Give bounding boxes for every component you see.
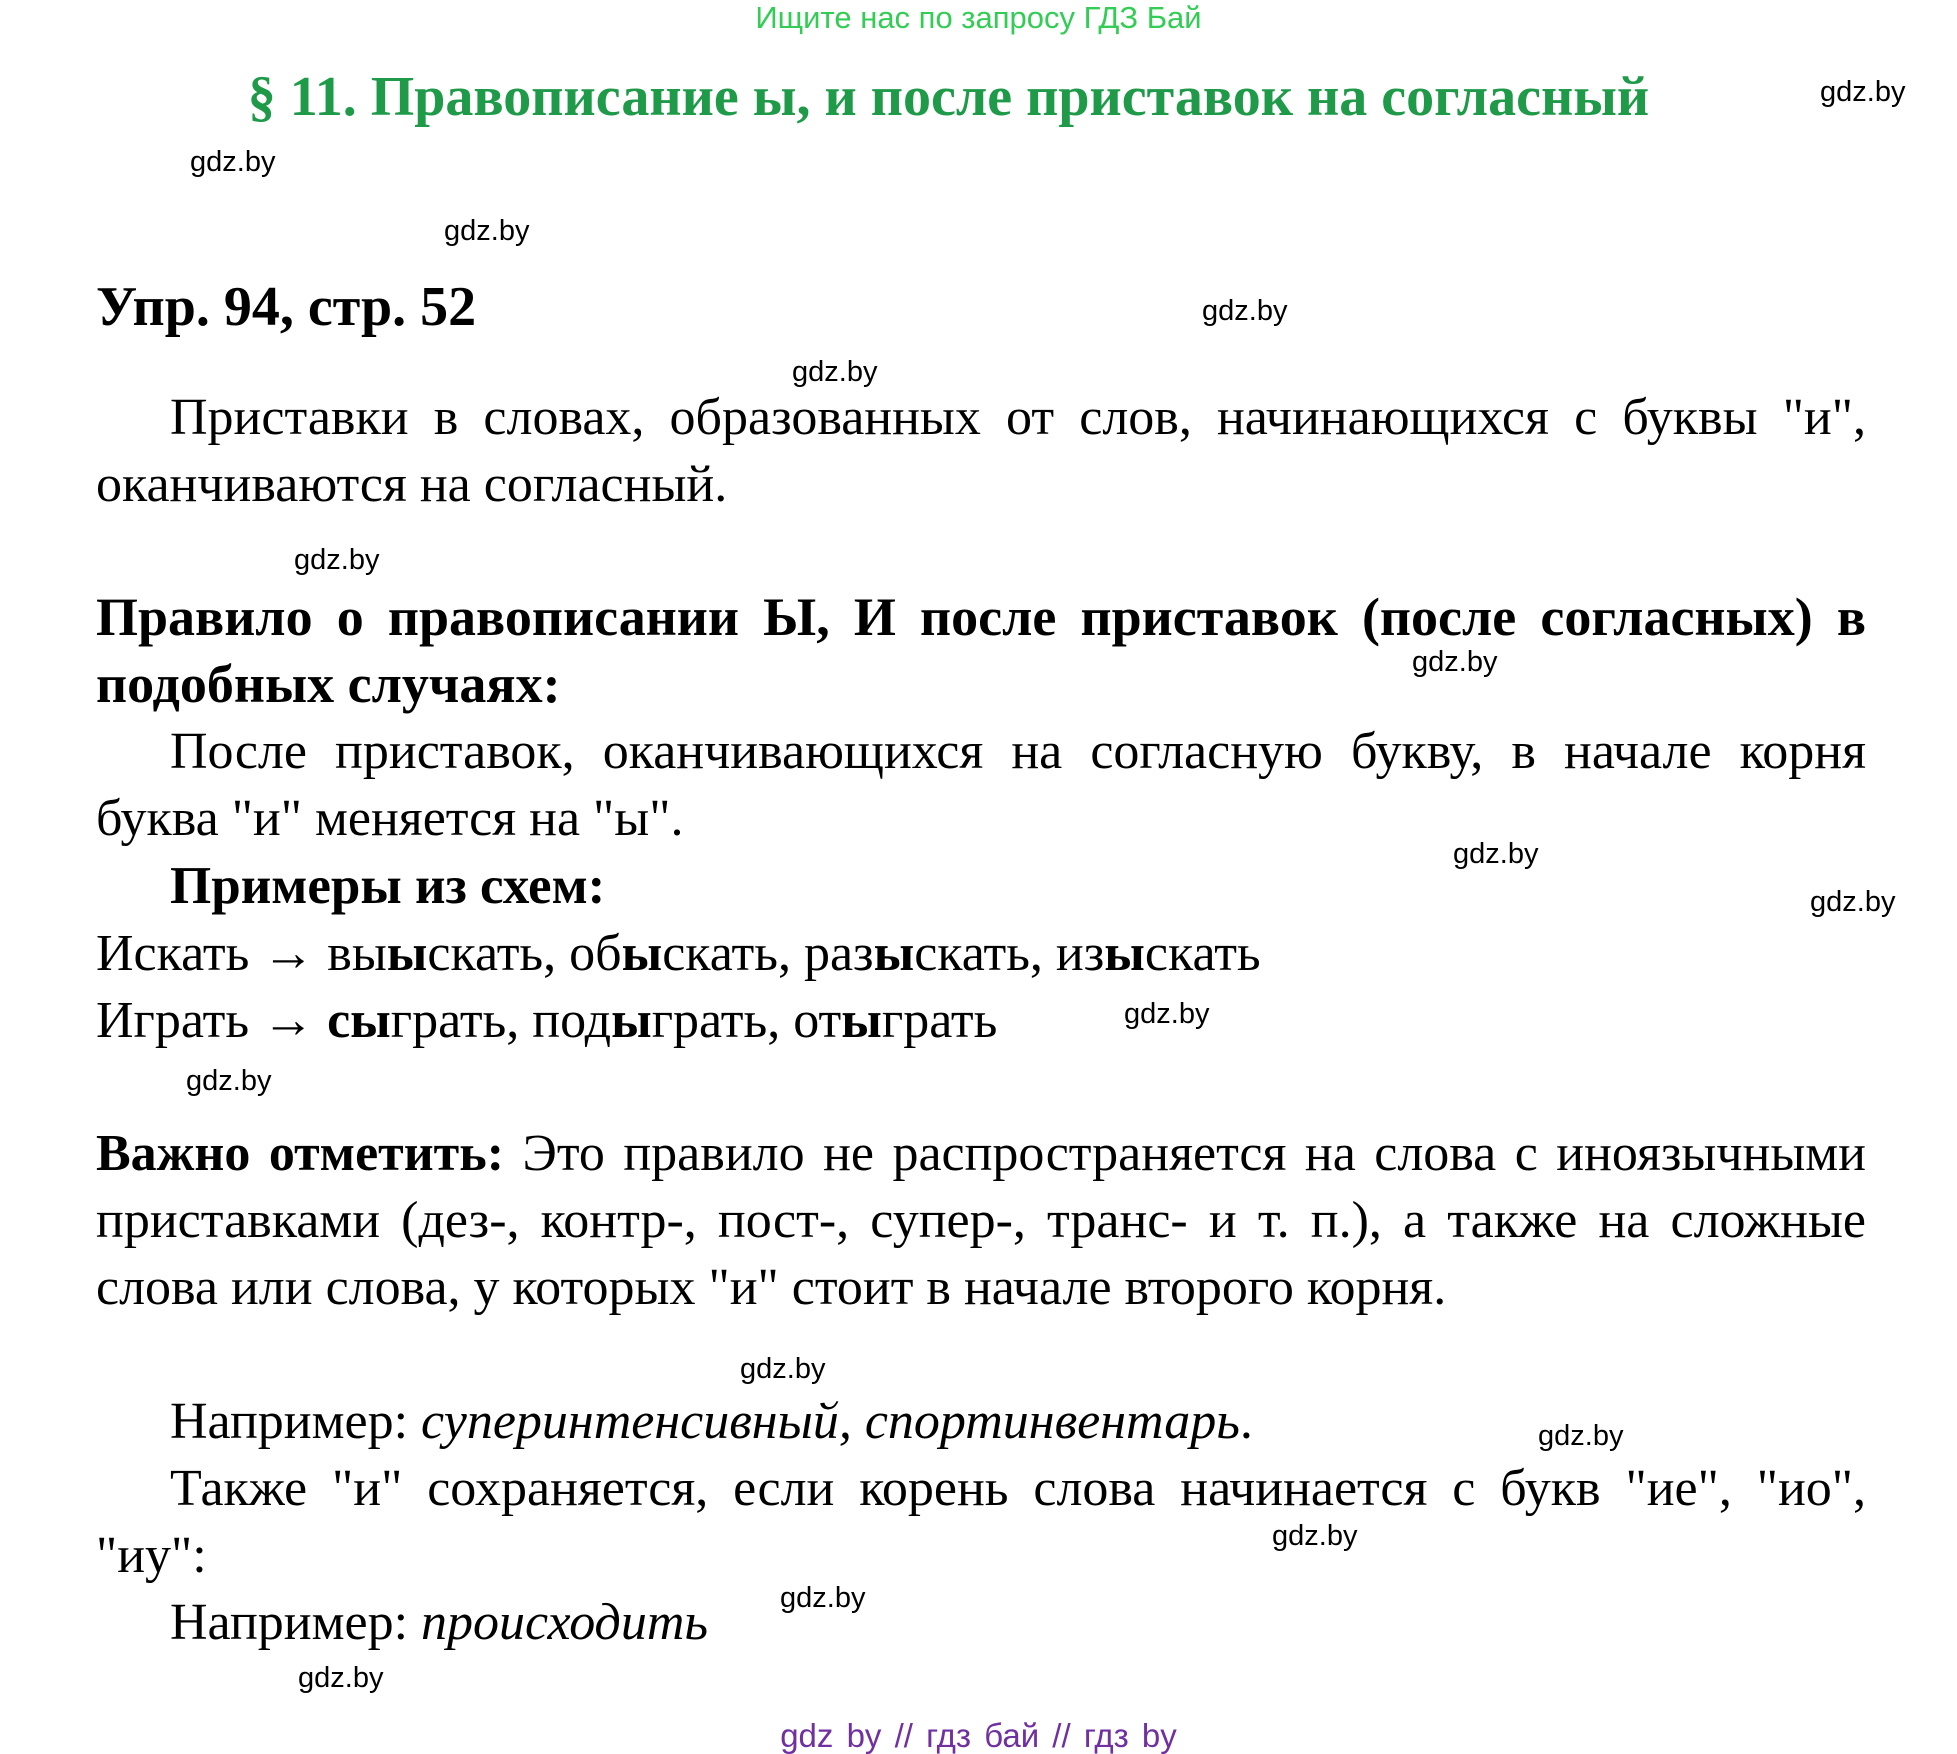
footer-links[interactable]: gdz by // гдз бай // гдз by — [780, 1717, 1177, 1754]
search-banner[interactable]: Ищите нас по запросу ГДЗ Бай — [755, 0, 1202, 35]
word-part: скать — [662, 925, 778, 982]
derived-words — [327, 992, 997, 1049]
word-part: скать — [914, 925, 1030, 982]
highlighted-letter: ы — [841, 992, 882, 1049]
highlighted-letter: ы — [621, 925, 663, 982]
highlighted-letter: ы — [350, 992, 391, 1049]
example-label: Например: — [170, 1594, 422, 1651]
intro-paragraph: Приставки в словах, образованных от слов, начинающихся с буквы "и", оканчиваются на согласный. — [96, 389, 1866, 513]
watermark: gdz.by — [1202, 295, 1288, 327]
watermark: gdz.by — [186, 1065, 272, 1097]
word-part: из — [1055, 925, 1105, 982]
important-text: Это правило не распространяется на слова с иноязычными приставками (дез-, контр-, пост-, супер-, транс- и т. п.), а также на сложные слова или слова, у которых "и" стоит в начале второго корня. — [96, 1125, 1866, 1316]
example-base-word: Играть — [96, 992, 250, 1049]
word-part: с — [327, 992, 351, 1049]
word-part: раз — [803, 925, 874, 982]
separator: , — [506, 992, 533, 1049]
example-words: происходить — [421, 1594, 709, 1651]
exercise-title: Упр. 94, стр. 52 — [96, 276, 477, 338]
section-title: § 11. Правописание ы, и после приставок на согласный — [247, 66, 1650, 128]
watermark: gdz.by — [780, 1582, 866, 1614]
important-label: Важно отметить: — [96, 1125, 505, 1182]
important-note — [96, 1120, 1866, 1321]
watermark: gdz.by — [190, 146, 276, 178]
watermark: gdz.by — [444, 215, 530, 247]
watermark: gdz.by — [1124, 998, 1210, 1030]
watermark: gdz.by — [792, 356, 878, 388]
punctuation: . — [1239, 1393, 1253, 1450]
example-line-1 — [96, 920, 1261, 987]
highlighted-letter: ы — [1104, 925, 1145, 982]
example-line-2 — [96, 987, 997, 1054]
highlighted-letter: ы — [386, 925, 428, 982]
derived-words — [327, 925, 1260, 982]
watermark: gdz.by — [294, 544, 380, 576]
word-part: скать — [427, 925, 544, 982]
word-part: вы — [327, 925, 387, 982]
watermark: gdz.by — [298, 1662, 384, 1694]
separator: , — [777, 925, 804, 982]
separator: , — [1029, 925, 1056, 982]
examples-heading: Примеры из схем: — [170, 857, 606, 915]
rule-text: После приставок, оканчивающихся на согласную букву, в начале корня буква "и" меняется на "ы". — [96, 723, 1866, 847]
example-words: суперинтенсивный, спортинвентарь — [421, 1393, 1240, 1450]
highlighted-letter: ы — [873, 925, 915, 982]
watermark: gdz.by — [1810, 886, 1896, 918]
example-paragraph-2 — [96, 1589, 1866, 1656]
word-part: об — [569, 925, 622, 982]
word-part: грать — [881, 992, 998, 1049]
arrow-icon: → — [262, 925, 315, 982]
word-part: грать — [651, 992, 768, 1049]
watermark: gdz.by — [1453, 838, 1539, 870]
separator: , — [543, 925, 570, 982]
watermark: gdz.by — [1272, 1520, 1358, 1552]
word-part: грать — [390, 992, 507, 1049]
word-part: от — [793, 992, 842, 1049]
word-part: скать — [1144, 925, 1261, 982]
watermark: gdz.by — [1538, 1420, 1624, 1452]
separator: , — [767, 992, 794, 1049]
also-paragraph: Также "и" сохраняется, если корень слова начинается с букв "ие", "ио", "иу": — [96, 1460, 1866, 1584]
watermark: gdz.by — [740, 1353, 826, 1385]
arrow-icon: → — [262, 992, 315, 1049]
example-label: Например: — [170, 1393, 422, 1450]
example-base-word: Искать — [96, 925, 250, 982]
rule-heading: Правило о правописании Ы, И после приставок (после согласных) в подобных случаях: — [96, 587, 1866, 714]
word-part: под — [532, 992, 612, 1049]
watermark: gdz.by — [1412, 646, 1498, 678]
watermark: gdz.by — [1820, 76, 1906, 108]
highlighted-letter: ы — [611, 992, 652, 1049]
